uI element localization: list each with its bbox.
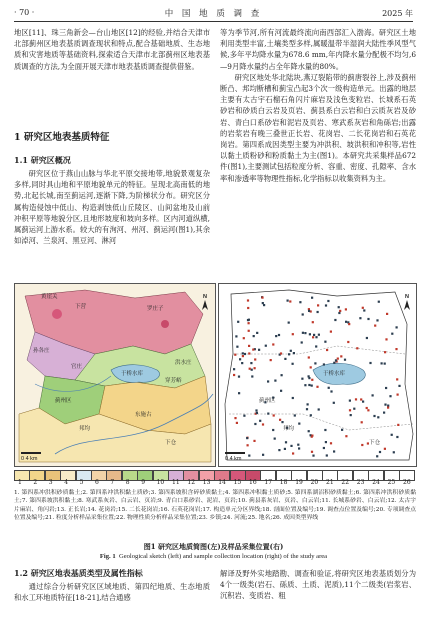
- sample-point: [323, 447, 325, 449]
- sample-point: [374, 325, 376, 327]
- sample-point: [337, 358, 339, 360]
- sample-point: [341, 429, 343, 431]
- legend-number: 9: [141, 479, 146, 486]
- sample-point: [281, 374, 283, 376]
- sample-point: [318, 334, 320, 336]
- sample-point: [369, 362, 371, 364]
- sample-point: [308, 356, 310, 358]
- sample-point: [275, 335, 277, 337]
- legend-swatch: [60, 470, 76, 481]
- paragraph: 等为季节河,所有河流最终流向南西部汇入渤海。研究区土地利用类型丰富,土壤类型多样,属暖温带半湿润大陆性季风型气候,多年平均降水量为678.6 mm,年内降水量分配极不均匀,6—9月降水量约占全年降水量的80%。: [220, 28, 416, 71]
- sample-point: [270, 359, 272, 361]
- sample-point: [347, 341, 349, 343]
- sample-point: [379, 451, 381, 453]
- sample-point: [317, 311, 319, 313]
- sample-point: [234, 354, 236, 356]
- sample-point: [288, 353, 290, 355]
- legend-number: 23: [356, 479, 365, 486]
- sample-point: [258, 349, 260, 351]
- sample-point: [246, 437, 248, 439]
- sample-point: [344, 359, 346, 361]
- sample-point: [262, 454, 264, 456]
- sample-point: [251, 375, 253, 377]
- sample-point: [262, 302, 264, 304]
- sample-point: [367, 409, 369, 411]
- sample-point: [242, 355, 244, 357]
- sample-point: [338, 306, 340, 308]
- sample-point: [238, 376, 240, 378]
- sample-point: [323, 363, 325, 365]
- sample-point: [308, 384, 310, 386]
- journal-title: 中 国 地 质 调 查: [164, 9, 263, 19]
- sample-point: [236, 346, 238, 348]
- sample-point: [299, 301, 301, 303]
- sample-point: [308, 430, 310, 432]
- sample-location-map: [218, 283, 417, 467]
- sample-point: [362, 401, 364, 403]
- map-label: 于桥水库: [121, 371, 144, 377]
- sample-point: [325, 441, 327, 443]
- sample-point: [243, 337, 245, 339]
- sample-point: [361, 421, 363, 423]
- left-column-bottom: [14, 581, 210, 603]
- map-label: 罗庄子: [147, 306, 164, 312]
- legend-number: 26: [403, 479, 411, 486]
- sample-point: [292, 397, 294, 399]
- sample-point: [397, 424, 399, 426]
- map-label: 邦均: [283, 426, 295, 432]
- sample-point: [253, 335, 255, 337]
- header-rule: [14, 21, 413, 22]
- map-label: 东施古: [135, 412, 152, 418]
- scale-bar-label: 0 4 km: [21, 456, 38, 462]
- section-heading-1-1: 1.1 研究区概况: [14, 155, 71, 165]
- sample-point: [254, 367, 256, 369]
- sample-point: [292, 452, 294, 454]
- sample-point: [297, 444, 299, 446]
- sample-point: [242, 352, 244, 354]
- sample-point: [396, 326, 398, 328]
- sample-point: [280, 390, 282, 392]
- sample-point: [324, 429, 326, 431]
- sample-point: [391, 333, 393, 335]
- granite-body: [161, 320, 169, 328]
- sample-point: [302, 313, 304, 315]
- sample-point: [376, 319, 378, 321]
- sample-point: [326, 349, 328, 351]
- sample-point: [250, 362, 252, 364]
- sample-point: [350, 414, 352, 416]
- sample-point: [383, 412, 385, 414]
- sample-point: [338, 312, 340, 314]
- sample-point: [389, 395, 391, 397]
- sample-point: [252, 349, 254, 351]
- legend-number: 1: [18, 479, 22, 486]
- paragraph: 解译及野外实地踏勘、调查和验证,将研究区地表基质划分为4个一级类(岩石、砾质、土质、泥质),11个二级类(岩浆岩、沉积岩、变质岩、粗: [220, 569, 416, 601]
- sample-point: [308, 310, 310, 312]
- sample-point: [363, 309, 365, 311]
- sample-point: [384, 351, 386, 353]
- sample-point: [349, 400, 351, 402]
- sample-point: [330, 331, 332, 333]
- right-column-bottom: [220, 568, 416, 602]
- sample-point: [316, 386, 318, 388]
- sample-point: [284, 358, 286, 360]
- sample-point: [284, 448, 286, 450]
- map-label: 下营: [75, 304, 87, 310]
- sample-point: [328, 387, 330, 389]
- map-label: 蓟州区: [259, 398, 276, 404]
- sample-point: [385, 338, 387, 340]
- sample-point: [334, 319, 336, 321]
- sample-point: [256, 412, 258, 414]
- sample-point: [326, 454, 328, 456]
- legend-number: 6: [95, 479, 99, 486]
- sample-point: [349, 409, 351, 411]
- sample-point: [384, 363, 386, 365]
- sample-point: [396, 436, 398, 438]
- sample-point: [281, 421, 283, 423]
- sample-point: [387, 405, 389, 407]
- sample-point: [233, 374, 235, 376]
- sample-point: [345, 435, 347, 437]
- sample-point: [330, 442, 332, 444]
- figure-1: [14, 283, 416, 465]
- legend-swatch: [137, 470, 153, 481]
- sample-point: [247, 299, 249, 301]
- legend-number: 21: [326, 479, 334, 486]
- sample-point: [333, 402, 335, 404]
- sample-point: [327, 300, 329, 302]
- sample-point: [253, 440, 255, 442]
- sample-point: [256, 332, 258, 334]
- sample-point: [233, 368, 235, 370]
- sample-point: [294, 414, 296, 416]
- sample-point: [249, 368, 251, 370]
- sample-point: [248, 345, 250, 347]
- sample-point: [312, 455, 314, 457]
- sample-point: [267, 413, 269, 415]
- sample-point: [302, 332, 304, 334]
- sample-point: [248, 322, 250, 324]
- sample-point: [310, 366, 312, 368]
- map-label: 穿芳峪: [165, 378, 182, 384]
- sample-point: [301, 341, 303, 343]
- sample-point: [309, 333, 311, 335]
- sample-point: [263, 304, 265, 306]
- running-header: [14, 6, 413, 20]
- sample-point: [285, 441, 287, 443]
- right-column-top: [220, 27, 416, 184]
- paragraph: 地区[11]、珠三角新会—台山地区[12]的经验,并结合天津市北部蓟州区地表基质调查现状和特点,配合基础地质、生态地质和灾害地质等基础资料,探索适合天津市北部蓟州区地表基质调查的方法,为全面开展天津市地表基质调查提供借鉴。: [14, 28, 210, 71]
- legend-swatch: [14, 470, 30, 481]
- sample-point: [381, 362, 383, 364]
- sample-point: [274, 380, 276, 382]
- sample-point: [360, 398, 362, 400]
- north-arrow-label: N: [405, 294, 409, 300]
- sample-point: [288, 322, 290, 324]
- sample-point: [247, 307, 249, 309]
- sample-point: [384, 404, 386, 406]
- scale-bar: [21, 452, 41, 454]
- sample-point: [311, 385, 313, 387]
- sample-point: [311, 435, 313, 437]
- sample-point: [345, 321, 347, 323]
- geological-sketch-map: [14, 283, 216, 467]
- legend-swatch: [122, 470, 138, 481]
- legend-number: 4: [64, 479, 69, 486]
- sample-point: [308, 375, 310, 377]
- sample-point: [311, 379, 313, 381]
- legend-number: 24: [372, 479, 380, 486]
- map-label: 邦均: [79, 426, 91, 432]
- sample-point: [239, 358, 241, 360]
- sample-point: [237, 321, 239, 323]
- sample-point: [298, 447, 300, 449]
- north-arrow-label: N: [203, 294, 207, 300]
- sample-point: [359, 317, 361, 319]
- geology-svg: [15, 284, 215, 466]
- sample-point: [298, 423, 300, 425]
- sample-point: [304, 332, 306, 334]
- section-heading-1-2: 1.2 研究区地表基质类型及属性指标: [14, 568, 143, 578]
- sample-point: [348, 323, 350, 325]
- sample-point: [393, 451, 395, 453]
- sample-point: [387, 407, 389, 409]
- map-label: 黄崖关: [41, 294, 58, 300]
- sample-point: [254, 358, 256, 360]
- section-heading-1: 1 研究区地表基质特征: [14, 132, 110, 143]
- sample-point: [340, 355, 342, 357]
- sample-point: [366, 407, 368, 409]
- sample-point: [238, 392, 240, 394]
- sample-point: [236, 422, 238, 424]
- legend-number: 13: [202, 479, 211, 486]
- sample-point: [255, 409, 257, 411]
- sample-point: [333, 362, 335, 364]
- figure-caption-cn: 图1 研究区地质简图(左)及样品采集位置(右): [143, 542, 284, 551]
- paragraph: 研究区位于燕山山脉与华北平原交接地带,地貌景观复杂多样,同时具山地和平原地貌单元的特征。呈现北高南低的地势,北起长城,南至蓟运河,逐渐下降,为阶梯状分布。研究区分属构造侵蚀中低山、构造剥蚀低山丘陵区、山间盆地及山前冲积平原等地貌分区,且地形坡度和坡向多样。区内河道纵横,属蓟运河上游水系。较大的有洵河、州河、蓟运河(图1),其余如淖河、兰泉河、黑豆河、淋河: [14, 169, 210, 246]
- sample-point: [318, 408, 320, 410]
- sample-point: [235, 335, 237, 337]
- sample-point: [361, 444, 363, 446]
- figure-label: Fig. 1: [99, 553, 116, 560]
- legend-number: 16: [249, 479, 257, 486]
- sample-point: [314, 362, 316, 364]
- map-label: 官庄: [71, 364, 83, 370]
- sample-point: [311, 451, 313, 453]
- legend-number: 17: [264, 479, 273, 486]
- sample-point: [366, 337, 368, 339]
- sample-point: [265, 345, 267, 347]
- sample-point: [396, 378, 398, 380]
- sample-point: [373, 415, 375, 417]
- figure-caption-en-text: Geological sketch (left) and sample collection location (right) of the study area: [118, 553, 328, 560]
- legend-swatch: [45, 470, 61, 481]
- sample-point: [313, 334, 315, 336]
- sample-point: [315, 336, 317, 338]
- legend-swatch: [106, 470, 122, 481]
- sample-point: [311, 297, 313, 299]
- sample-point: [315, 345, 317, 347]
- figure-caption-en: [0, 553, 427, 560]
- sample-point: [317, 304, 319, 306]
- legend-number: 22: [341, 479, 350, 486]
- sample-point: [378, 301, 380, 303]
- legend-number: 3: [48, 479, 53, 486]
- sample-point: [345, 308, 347, 310]
- sample-point: [280, 352, 282, 354]
- sample-point: [356, 347, 358, 349]
- legend-description: 1. 第四系冲洪积砂质黏土;2. 第四系冲洪积黏土质砂;3. 第四系坡积含碎砂质黏土;4. 第四系冲积黏土质砂;5. 第四系湖沼积砂质黏土;6. 第四系冲洪积砂质黏土;7. 第四系坡洪积黏土;8. 寒武系灰岩、白云岩、页岩;9. 青白口系砂岩、泥岩、页岩;10. 蓟县系灰岩、页岩、白云岩;11. 长城系砂岩、白云岩;12. 太古宇片麻岩、角闪岩;13. 正长岩;14. 花岗岩;15. 二长花岗岩;16. 石英花岗岩;17. 构造单元分区界线;18. 剖面位置及编号;19. 调查点位置及编号;20. 专项调查点位置及编号;21. 粒度分析样品采集位置;22. 物理性质分析样品采集位置;23. 乡镇;24. 河流;25. 地名;26. 成因类型界线: [14, 490, 416, 522]
- sample-point: [333, 450, 335, 452]
- sample-point: [353, 408, 355, 410]
- paragraph: 通过综合分析研究区区域地质、第四纪地质、生态地质和水工环地质特征[18-21],结合通感: [14, 582, 210, 603]
- sample-point: [377, 416, 379, 418]
- sample-point: [267, 380, 269, 382]
- legend-number: 10: [156, 479, 165, 486]
- sample-point: [254, 423, 256, 425]
- sample-point: [272, 429, 274, 431]
- sample-point: [247, 319, 249, 321]
- sample-point: [278, 334, 280, 336]
- legend-number: 18: [279, 479, 288, 486]
- sample-point: [272, 343, 274, 345]
- sample-point: [273, 414, 275, 416]
- sample-point: [262, 423, 264, 425]
- sample-point: [287, 300, 289, 302]
- sample-point: [248, 330, 250, 332]
- sample-point: [247, 444, 249, 446]
- legend-number: 25: [387, 479, 396, 486]
- legend-number: 8: [125, 479, 130, 486]
- sample-point: [372, 394, 374, 396]
- sample-point: [244, 353, 246, 355]
- sample-point: [330, 390, 332, 392]
- sample-point: [307, 403, 309, 405]
- sample-point: [248, 352, 250, 354]
- sample-point: [251, 369, 253, 371]
- map-label: 于桥水库: [323, 371, 346, 377]
- sample-point: [376, 455, 378, 457]
- map-label: 下仓: [165, 440, 177, 446]
- sample-point: [306, 408, 308, 410]
- sample-point: [259, 420, 261, 422]
- legend-swatches: [14, 468, 416, 488]
- granite-body: [52, 309, 62, 319]
- issue-year: 2025 年: [382, 9, 413, 18]
- sample-point: [241, 362, 243, 364]
- legend-swatch: [91, 470, 107, 481]
- legend-number: 12: [187, 479, 196, 486]
- map-label: 下仓: [369, 440, 381, 446]
- sample-point: [398, 385, 400, 387]
- sample-point: [339, 310, 341, 312]
- legend-number: 14: [218, 479, 226, 486]
- sample-point: [274, 438, 276, 440]
- sample-point: [292, 363, 294, 365]
- legend-number: 15: [233, 479, 242, 486]
- sample-point: [290, 445, 292, 447]
- scale-bar-label: 0 4 km: [225, 456, 242, 462]
- sample-point: [292, 333, 294, 335]
- paragraph: 研究区地处华北陆块,燕辽裂陷带的蓟唐裂谷上,涉及蓟州断凸、邦均断槽和蓟宝凸起3个次一级构造单元。出露的地层主要有太古宇石榴石角闪片麻岩及浅色变粒岩、长城系石英砂岩和砂质白云岩及页岩、蓟县系白云岩和白云质灰岩及砂岩、青白口系砂岩和泥岩及页岩、寒武系灰岩和角砾岩;出露的岩浆岩有晚三叠世正长岩、花岗岩、二长花岗岩和石英花岗岩。第四系成因类型主要为冲洪积、坡洪积和冲积等,岩性以黏土质粉砂和粉质黏土为主(图1)。本研究共采集样品672件(图1),主要测试包括粒度分析、容重、密度、孔隙率、含水率和渗透率等物理性指标,化学指标以收集资料为主。: [220, 72, 416, 183]
- sample-point: [386, 313, 388, 315]
- sample-point: [279, 419, 281, 421]
- legend-number: 11: [172, 479, 180, 486]
- sample-point: [395, 348, 397, 350]
- map-label: 洪水庄: [175, 360, 192, 366]
- sample-svg: [219, 284, 416, 466]
- sample-point: [289, 300, 291, 302]
- sample-point: [397, 394, 399, 396]
- legend-number: 19: [295, 479, 303, 486]
- sample-point: [261, 297, 263, 299]
- sample-point: [248, 455, 250, 457]
- sample-point: [234, 417, 236, 419]
- sample-point: [310, 414, 312, 416]
- sample-point: [384, 448, 386, 450]
- left-column-top: [14, 27, 210, 72]
- sample-point: [325, 304, 327, 306]
- sample-point: [243, 415, 245, 417]
- legend-number: 7: [110, 479, 115, 486]
- legend-swatch: [76, 470, 92, 481]
- sample-point: [278, 449, 280, 451]
- sample-point: [312, 336, 314, 338]
- sample-point: [290, 350, 292, 352]
- sample-point: [385, 387, 387, 389]
- legend-number: 2: [33, 479, 38, 486]
- sample-point: [324, 341, 326, 343]
- sample-point: [355, 398, 357, 400]
- sample-point: [391, 434, 393, 436]
- sample-point: [304, 384, 306, 386]
- page-number: · 70 ·: [14, 8, 35, 17]
- legend-number: 20: [310, 479, 319, 486]
- legend-swatch: [29, 470, 45, 481]
- map-label: 孙各庄: [33, 348, 50, 354]
- left-column-mid: [14, 168, 210, 246]
- sample-point: [301, 378, 303, 380]
- sample-point: [362, 307, 364, 309]
- map-label: 蓟州区: [55, 398, 72, 404]
- sample-point: [367, 318, 369, 320]
- scale-bar: [225, 452, 245, 454]
- sample-point: [312, 321, 314, 323]
- sample-point: [293, 352, 295, 354]
- legend-number: 5: [79, 479, 84, 486]
